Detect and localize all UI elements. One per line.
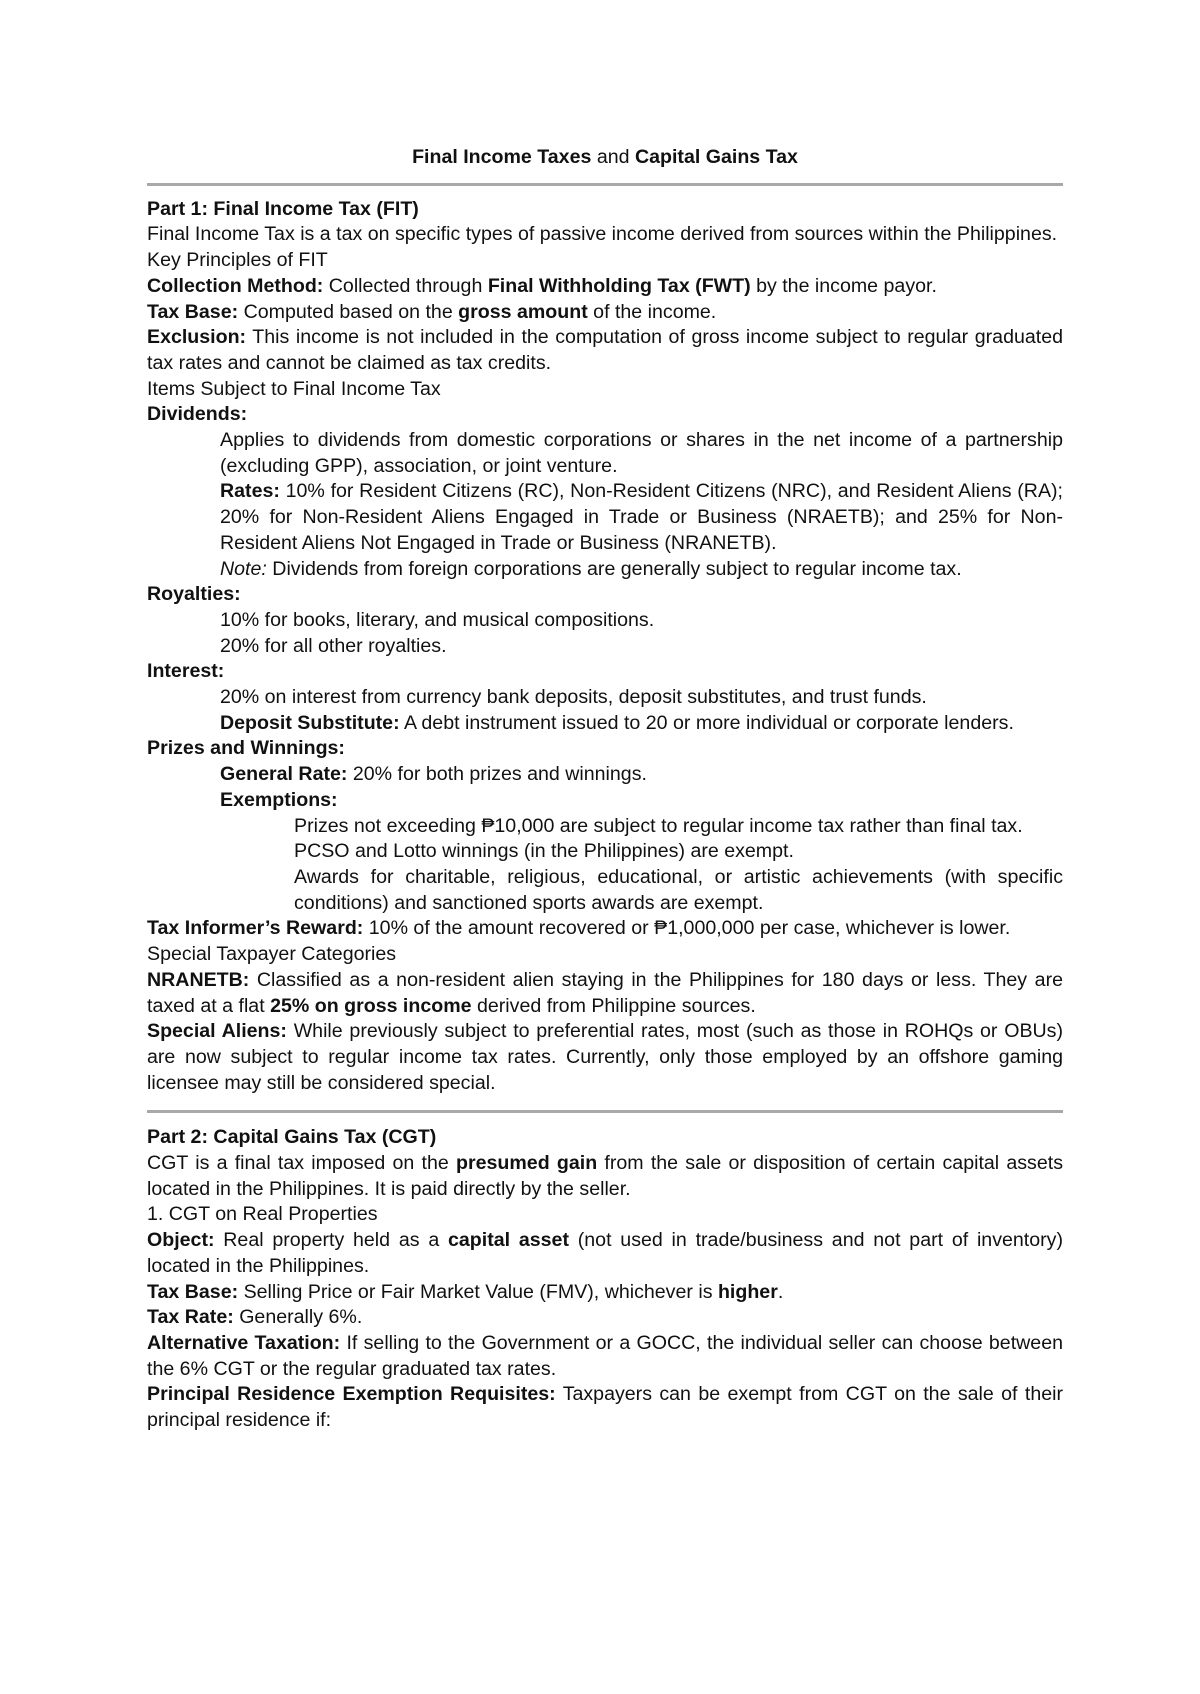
dividends-rates: Rates: 10% for Resident Citizens (RC), Non-Resident Citizens (NRC), and Resident Aliens (RA); 20% for Non-Resident Aliens Engaged in Trade or Business (NRAETB); and 25% for Non-Resident Aliens Not Engaged in Trade or Business (NRANETB). — [220, 480, 1063, 554]
section-cgt-real-properties: 1. CGT on Real Properties — [147, 1203, 378, 1226]
royalties-label: Royalties: — [147, 583, 241, 606]
document-title: Final Income Taxes and Capital Gains Tax — [412, 146, 798, 168]
cgt-object: Object: Real property held as a capital asset (not used in trade/business and not part of inventory) located in the Philippines. — [147, 1229, 1063, 1277]
document-page — [147, 0, 1063, 1434]
collection-method: Collection Method: Collected through Final Withholding Tax (FWT) by the income payor. — [147, 274, 937, 297]
prizes-exemptions-label: Exemptions: — [220, 788, 338, 811]
part1-intro: Final Income Tax is a tax on specific types of passive income derived from sources within the Philippines. — [147, 223, 1058, 246]
dividends-note: Note: Dividends from foreign corporations are generally subject to regular income tax. — [220, 557, 962, 580]
special-aliens: Special Aliens: While previously subject to preferential rates, most (such as those in ROHQs or OBUs) are now subject to regular income tax rates. Currently, only those employed by an offshore gaming licensee may still be considered special. — [147, 1020, 1063, 1094]
tax-informer-reward: Tax Informer’s Reward: 10% of the amount recovered or ₱1,000,000 per case, whichever is lower. — [147, 917, 1011, 940]
alternative-taxation: Alternative Taxation: If selling to the Government or a GOCC, the individual seller can choose between the 6% CGT or the regular graduated tax rates. — [147, 1331, 1063, 1380]
prizes-general-rate: General Rate: 20% for both prizes and winnings. — [220, 763, 647, 786]
prizes-exemption-1: Prizes not exceeding ₱10,000 are subject to regular income tax rather than final tax. — [294, 814, 1023, 837]
exclusion: Exclusion: This income is not included in the computation of gross income subject to regular graduated tax rates and cannot be claimed as tax credits. — [147, 326, 1063, 374]
tax-base: Tax Base: Computed based on the gross amount of the income. — [147, 300, 717, 323]
prizes-exemption-3: Awards for charitable, religious, educational, or artistic achievements (with specific conditions) and sanctioned sports awards are exempt. — [294, 865, 1063, 914]
nranetb: NRANETB: Classified as a non-resident alien staying in the Philippines for 180 days or less. They are taxed at a flat 25% on gross income derived from Philippine sources. — [147, 968, 1063, 1017]
key-principles-heading: Key Principles of FIT — [147, 249, 328, 272]
divider — [147, 1110, 1063, 1113]
divider — [147, 183, 1063, 186]
special-taxpayer-heading: Special Taxpayer Categories — [147, 943, 397, 966]
dividends-applies: Applies to dividends from domestic corporations or shares in the net income of a partnership (excluding GPP), association, or joint venture. — [220, 429, 1063, 477]
interest-line-1: 20% on interest from currency bank deposits, deposit substitutes, and trust funds. — [220, 686, 927, 709]
cgt-tax-base: Tax Base: Selling Price or Fair Market Value (FMV), whichever is higher. — [147, 1280, 784, 1303]
prizes-label: Prizes and Winnings: — [147, 737, 345, 760]
part2-intro: CGT is a final tax imposed on the presumed gain from the sale or disposition of certain capital assets located in the Philippines. It is paid directly by the seller. — [147, 1152, 1063, 1200]
part2-heading: Part 2: Capital Gains Tax (CGT) — [147, 1126, 437, 1149]
part1-heading: Part 1: Final Income Tax (FIT) — [147, 197, 419, 220]
principal-residence-exemption: Principal Residence Exemption Requisites: Taxpayers can be exempt from CGT on the sale of their principal residence if: — [147, 1383, 1063, 1432]
dividends-label: Dividends: — [147, 403, 248, 426]
deposit-substitute: Deposit Substitute: A debt instrument issued to 20 or more individual or corporate lenders. — [220, 711, 1014, 734]
royalties-line-1: 10% for books, literary, and musical compositions. — [220, 608, 655, 631]
cgt-tax-rate: Tax Rate: Generally 6%. — [147, 1306, 363, 1329]
royalties-line-2: 20% for all other royalties. — [220, 634, 447, 657]
prizes-exemption-2: PCSO and Lotto winnings (in the Philippines) are exempt. — [294, 840, 794, 863]
interest-label: Interest: — [147, 660, 225, 683]
items-heading: Items Subject to Final Income Tax — [147, 377, 441, 400]
